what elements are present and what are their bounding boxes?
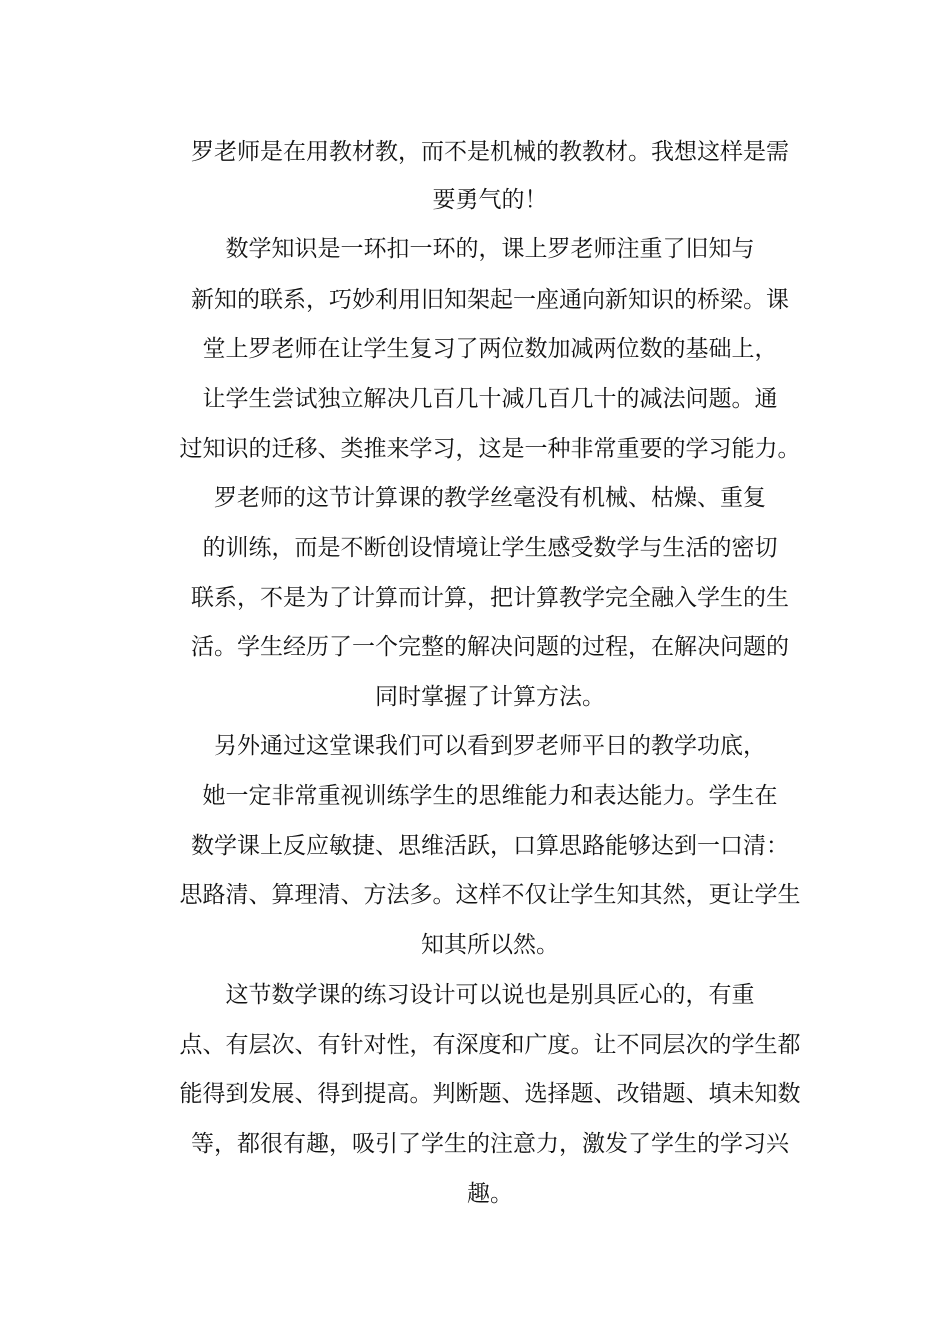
text-line: 数学知识是一环扣一环的，课上罗老师注重了旧知与 [225,236,755,262]
text-line: 同时掌握了计算方法。 [375,684,605,710]
text-line: 另外通过这堂课我们可以看到罗老师平日的教学功底， [214,733,766,759]
text-line: 新知的联系，巧妙利用旧知架起一座通向新知识的桥梁。课 [191,287,789,313]
text-line: 她一定非常重视训练学生的思维能力和表达能力。学生在 [202,783,778,809]
text-line: 罗老师是在用教材教，而不是机械的教教材。我想这样是需 [191,139,789,165]
text-line: 等，都很有趣，吸引了学生的注意力，激发了学生的学习兴 [191,1131,789,1157]
text-line: 罗老师的这节计算课的教学丝毫没有机械、枯燥、重复 [214,485,766,511]
text-line: 活。学生经历了一个完整的解决问题的过程，在解决问题的 [191,634,789,660]
text-line: 堂上罗老师在让学生复习了两位数加减两位数的基础上， [202,336,778,362]
text-line: 思路清、算理清、方法多。这样不仅让学生知其然，更让学生 [179,882,801,908]
text-line: 联系，不是为了计算而计算，把计算教学完全融入学生的生 [191,585,789,611]
text-line: 这节数学课的练习设计可以说也是别具匠心的，有重 [225,982,755,1008]
text-line: 要勇气的！ [432,187,548,213]
text-line: 知其所以然。 [421,932,559,958]
text-line: 的训练，而是不断创设情境让学生感受数学与生活的密切 [202,535,778,561]
text-line: 让学生尝试独立解决几百几十减几百几十的减法问题。通 [202,386,778,412]
text-line: 点、有层次、有针对性，有深度和广度。让不同层次的学生都 [179,1032,801,1058]
text-line: 数学课上反应敏捷、思维活跃，口算思路能够达到一口清： [191,833,789,859]
text-line: 趣。 [467,1181,513,1207]
text-line: 过知识的迁移、类推来学习，这是一种非常重要的学习能力。 [179,436,801,462]
text-line: 能得到发展、得到提高。判断题、选择题、改错题、填未知数 [179,1081,801,1107]
